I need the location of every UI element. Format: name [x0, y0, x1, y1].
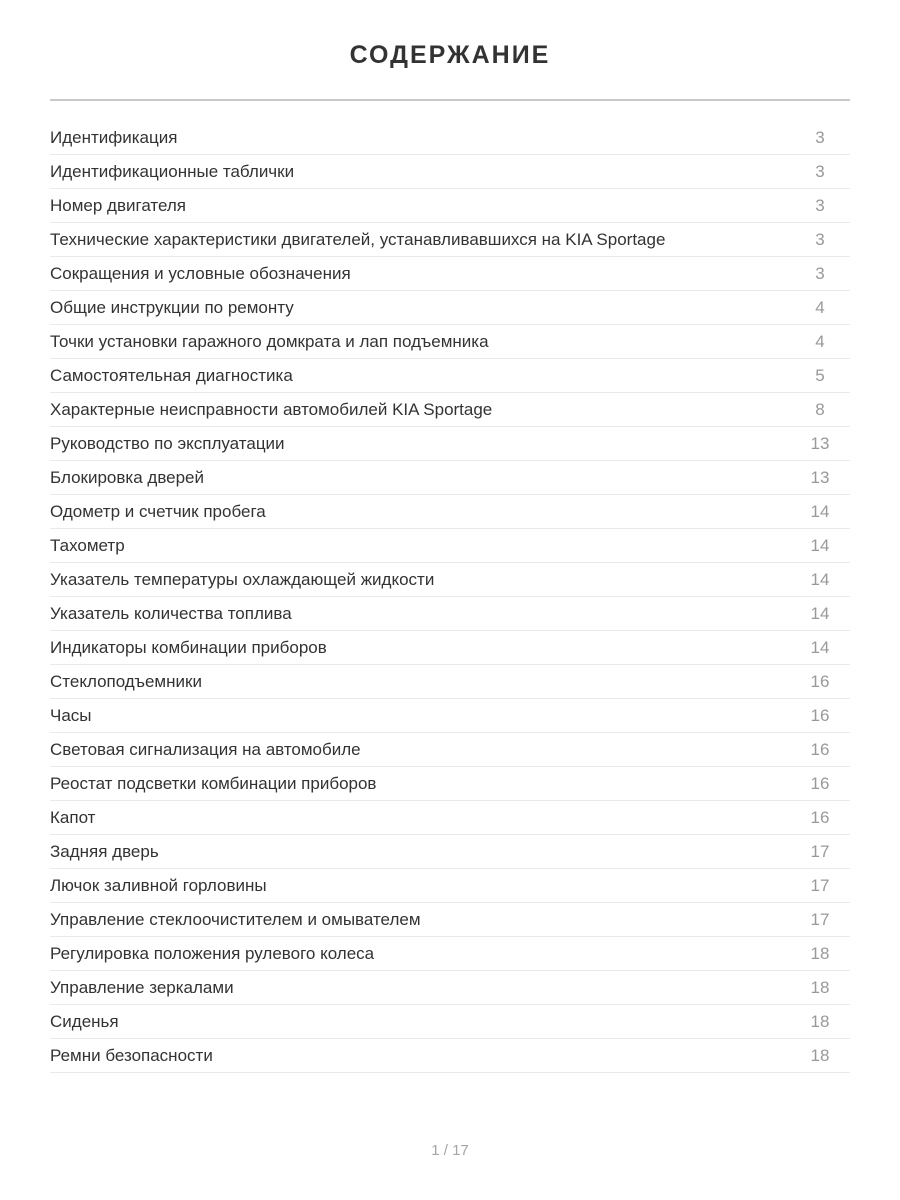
toc-entry-label: Световая сигнализация на автомобиле	[50, 739, 361, 759]
toc-entry	[50, 631, 850, 665]
toc-entry-label: Руководство по эксплуатации	[50, 433, 285, 453]
toc-entry	[50, 665, 850, 699]
toc-entry	[50, 903, 850, 937]
toc-entry-page: 14	[810, 501, 830, 521]
toc-entry	[50, 1039, 850, 1073]
toc-entry-label: Управление зеркалами	[50, 977, 234, 997]
toc-entry	[50, 835, 850, 869]
toc-entry-page: 4	[815, 331, 825, 351]
toc-entry-page: 17	[810, 909, 830, 929]
toc-entry-page: 18	[810, 977, 830, 997]
toc-entry-label: Точки установки гаражного домкрата и лап подъемника	[50, 331, 489, 351]
toc-entry-label: Самостоятельная диагностика	[50, 365, 293, 385]
toc-entry-label: Регулировка положения рулевого колеса	[50, 943, 375, 963]
toc-entry-label: Идентификационные таблички	[50, 161, 295, 181]
toc-entry-label: Задняя дверь	[50, 841, 159, 861]
toc-entry	[50, 121, 850, 155]
toc-entry	[50, 801, 850, 835]
toc-entry-label: Характерные неисправности автомобилей KIA Sportage	[50, 399, 493, 419]
toc-entry-page: 3	[815, 229, 825, 249]
toc-entry-label: Стеклоподъемники	[50, 671, 202, 691]
toc-entry	[50, 257, 850, 291]
toc-entry	[50, 189, 850, 223]
toc-entry-page: 13	[810, 467, 830, 487]
toc-entry	[50, 359, 850, 393]
toc-entry-page: 14	[810, 603, 830, 623]
toc-entry-label: Указатель температуры охлаждающей жидкости	[50, 569, 435, 589]
toc-entry-page: 16	[810, 671, 830, 691]
toc-entry-page: 16	[810, 739, 830, 759]
toc-entry-label: Часы	[50, 705, 92, 725]
toc-list	[50, 121, 850, 1073]
toc-entry-label: Тахометр	[50, 535, 125, 555]
toc-entry	[50, 427, 850, 461]
toc-entry-label: Общие инструкции по ремонту	[50, 297, 294, 317]
toc-entry-label: Сокращения и условные обозначения	[50, 263, 351, 283]
toc-entry-label: Указатель количества топлива	[50, 603, 292, 623]
toc-entry	[50, 869, 850, 903]
toc-entry-label: Капот	[50, 807, 96, 827]
toc-entry-page: 5	[815, 365, 825, 385]
toc-entry-label: Лючок заливной горловины	[50, 875, 267, 895]
toc-entry	[50, 1005, 850, 1039]
toc-entry-label: Одометр и счетчик пробега	[50, 501, 266, 521]
toc-entry-page: 16	[810, 773, 830, 793]
toc-entry	[50, 767, 850, 801]
toc-entry	[50, 937, 850, 971]
toc-entry-page: 17	[810, 841, 830, 861]
toc-entry-page: 3	[815, 127, 825, 147]
toc-entry	[50, 529, 850, 563]
toc-entry-page: 18	[810, 1045, 830, 1065]
toc-entry-page: 4	[815, 297, 825, 317]
title-divider	[50, 99, 850, 101]
toc-entry-page: 3	[815, 161, 825, 181]
toc-entry	[50, 155, 850, 189]
toc-entry-page: 3	[815, 263, 825, 283]
toc-entry-page: 8	[815, 399, 825, 419]
toc-entry	[50, 597, 850, 631]
toc-entry-label: Реостат подсветки комбинации приборов	[50, 773, 377, 793]
toc-entry	[50, 223, 850, 257]
toc-entry	[50, 699, 850, 733]
toc-entry-page: 3	[815, 195, 825, 215]
page-number-indicator: 1 / 17	[431, 1142, 469, 1159]
toc-entry	[50, 563, 850, 597]
toc-entry-label: Идентификация	[50, 127, 178, 147]
toc-entry-page: 14	[810, 637, 830, 657]
toc-entry-label: Управление стеклоочистителем и омывателем	[50, 909, 421, 929]
toc-entry-label: Индикаторы комбинации приборов	[50, 637, 327, 657]
toc-entry-page: 14	[810, 569, 830, 589]
content-area	[50, 99, 850, 1073]
toc-entry-page: 17	[810, 875, 830, 895]
toc-entry-label: Блокировка дверей	[50, 467, 205, 487]
toc-entry-label: Сиденья	[50, 1011, 119, 1031]
toc-entry-page: 18	[810, 1011, 830, 1031]
toc-entry-page: 18	[810, 943, 830, 963]
toc-entry	[50, 495, 850, 529]
toc-entry-label: Ремни безопасности	[50, 1045, 213, 1065]
toc-entry-label: Номер двигателя	[50, 195, 187, 215]
toc-entry	[50, 393, 850, 427]
toc-entry	[50, 461, 850, 495]
toc-entry-page: 13	[810, 433, 830, 453]
toc-entry-page: 16	[810, 705, 830, 725]
toc-entry	[50, 291, 850, 325]
toc-entry-page: 14	[810, 535, 830, 555]
toc-entry	[50, 971, 850, 1005]
toc-entry-label: Технические характеристики двигателей, устанавливавшихся на KIA Sportage	[50, 229, 666, 249]
toc-entry	[50, 733, 850, 767]
toc-entry-page: 16	[810, 807, 830, 827]
page-title: СОДЕРЖАНИЕ	[349, 41, 551, 69]
toc-entry	[50, 325, 850, 359]
